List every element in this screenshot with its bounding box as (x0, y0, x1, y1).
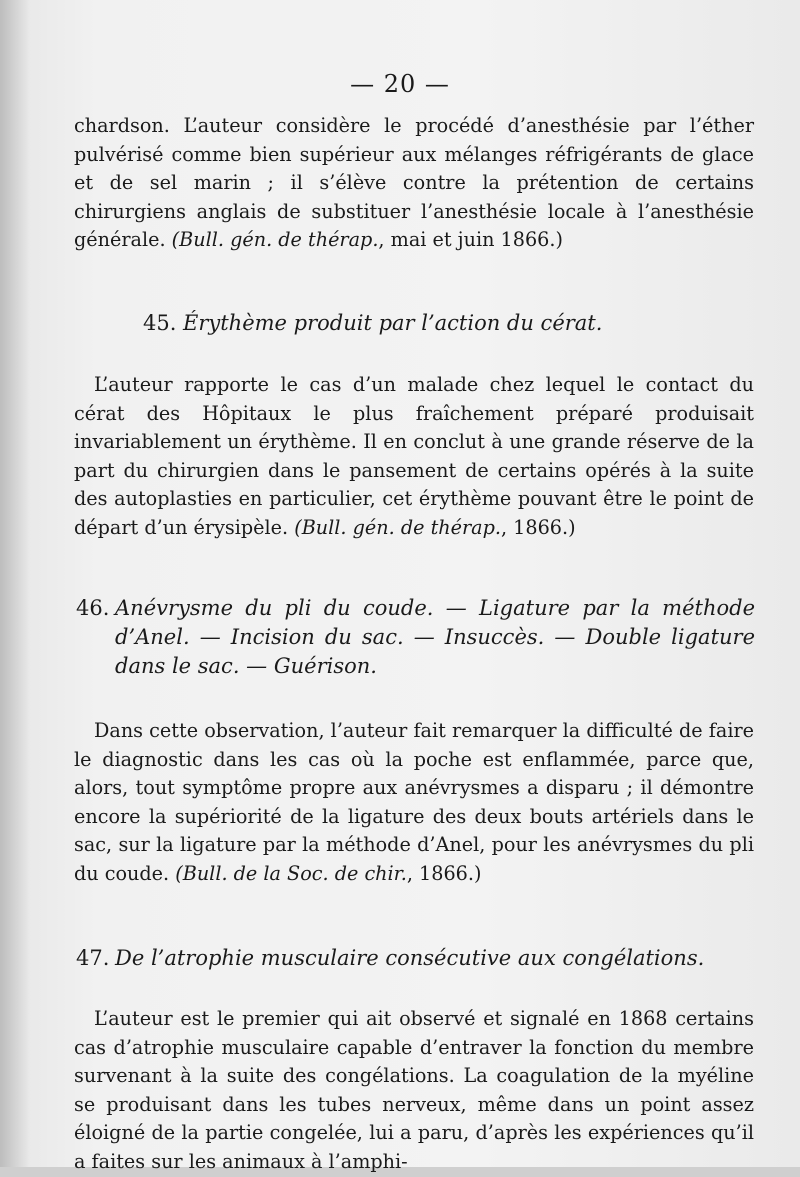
section-title: Anévrysme du pli du coude. — Ligature par la méthode d’Anel. — Incision du sac. — Insuccès. — Double ligature dans le sac. — Guérison. (115, 596, 755, 678)
paragraph-text: L’auteur est le premier qui ait observé et signalé en 1868 certains cas d’atrophie musculaire capable d’entraver la fonction du membre survenant à la suite des congélations. La coagulation de la myéline se produisant dans les tubes nerveux, même dans un point assez éloigné de la partie congelée, lui a paru, d’après les expériences qu’il a faites sur les animaux à l’amphi- (74, 1007, 754, 1173)
paragraph-atrophie (74, 1005, 754, 1177)
paragraph-richardson (74, 112, 754, 255)
citation-tail: , 1866.) (500, 515, 576, 539)
paragraph-text: Dans cette observation, l’auteur fait remarquer la difficulté de faire le diagnostic dans les cas où la poche est enflammée, parce que, alors, tout symptôme propre aux anévrysmes a disparu ; il démontre encore la supériorité de la ligature des deux bouts artériels dans le sac, sur la ligature par la méthode d’Anel, pour les anévrysmes du pli du coude. (74, 719, 754, 885)
citation-tail: , 1866.) (406, 861, 482, 885)
section-title: De l’atrophie musculaire consécutive aux congélations. (115, 946, 705, 970)
citation: (Bull. gén. de thérap. (171, 228, 379, 252)
page-binding-shadow (0, 0, 30, 1167)
section-number: 45. (143, 311, 177, 335)
paragraph-cerat (74, 371, 754, 543)
page-number: — 20 — (350, 70, 450, 98)
paragraph-text: chardson. L’auteur considère le procédé d’anesthésie par l’éther pulvérisé comme bien supérieur aux mélanges réfrigérants de glace et de sel marin ; il s’élève contre la prétention de certains chirurgiens anglais de substituer l’anesthésie locale à l’anesthésie générale. (74, 114, 754, 252)
section-heading-45 (143, 309, 743, 338)
citation: (Bull. de la Soc. de chir. (175, 861, 407, 885)
citation-tail: , mai et juin 1866.) (378, 228, 563, 252)
section-number: 47. (76, 946, 110, 970)
section-title: Érythème produit par l’action du cérat. (183, 311, 603, 335)
paragraph-anevrysme (74, 717, 754, 889)
paragraph-text: L’auteur rapporte le cas d’un malade chez lequel le contact du cérat des Hôpitaux le plus fraîchement préparé produisait invariablement un érythème. Il en conclut à une grande réserve de la part du chirurgien dans le pansement de certains opérés à la suite des autoplasties en particulier, cet érythème pouvant être le point de départ d’un érysipèle. (74, 373, 754, 539)
citation: (Bull. gén. de thérap. (294, 515, 501, 539)
section-number: 46. (76, 596, 110, 620)
section-heading-47 (76, 944, 755, 973)
section-heading-46 (76, 594, 755, 681)
